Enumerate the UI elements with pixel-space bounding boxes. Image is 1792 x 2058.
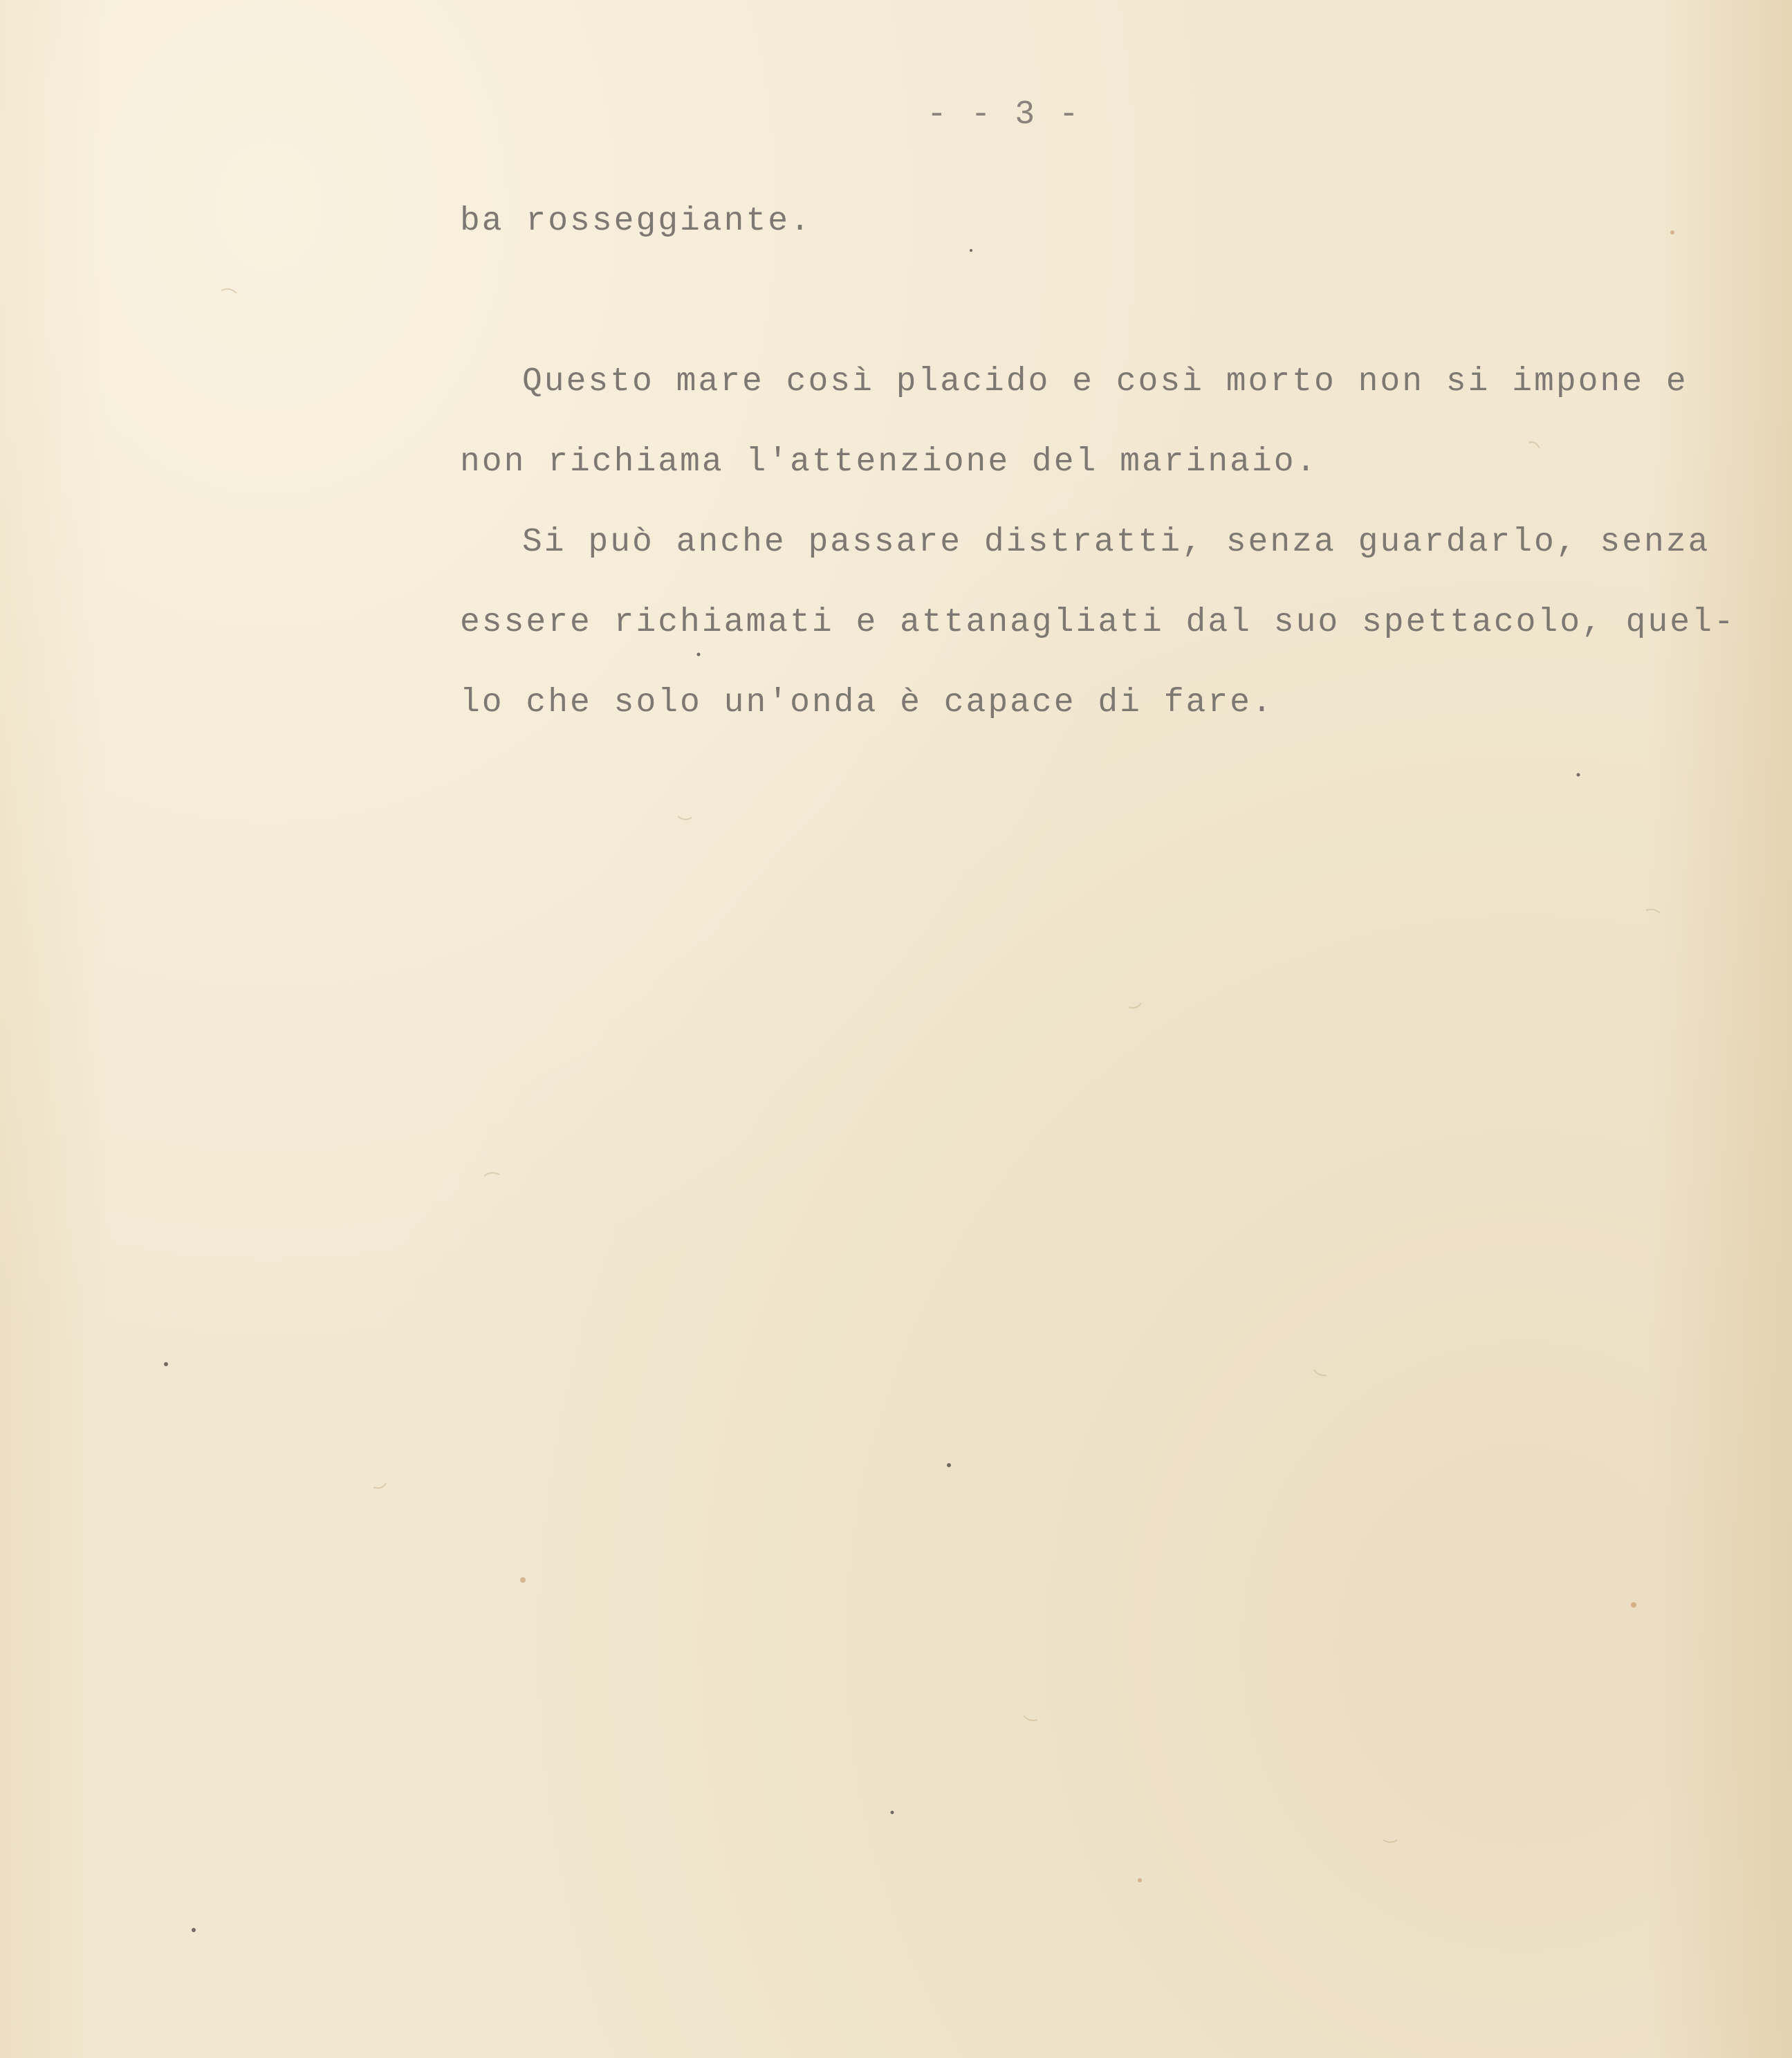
page-number: - - 3 -: [927, 96, 1081, 134]
text-line-2: Questo mare così placido e così morto non si impone e: [522, 363, 1688, 401]
text-line-1: ba rosseggiante.: [460, 203, 812, 240]
text-line-5: essere richiamati e attanagliati dal suo spettacolo, quel-: [460, 604, 1736, 641]
text-line-6: lo che solo un'onda è capace di fare.: [460, 684, 1274, 722]
text-line-3: non richiama l'attenzione del marinaio.: [460, 443, 1318, 481]
text-line-4: Si può anche passare distratti, senza guardarlo, senza: [522, 524, 1710, 561]
